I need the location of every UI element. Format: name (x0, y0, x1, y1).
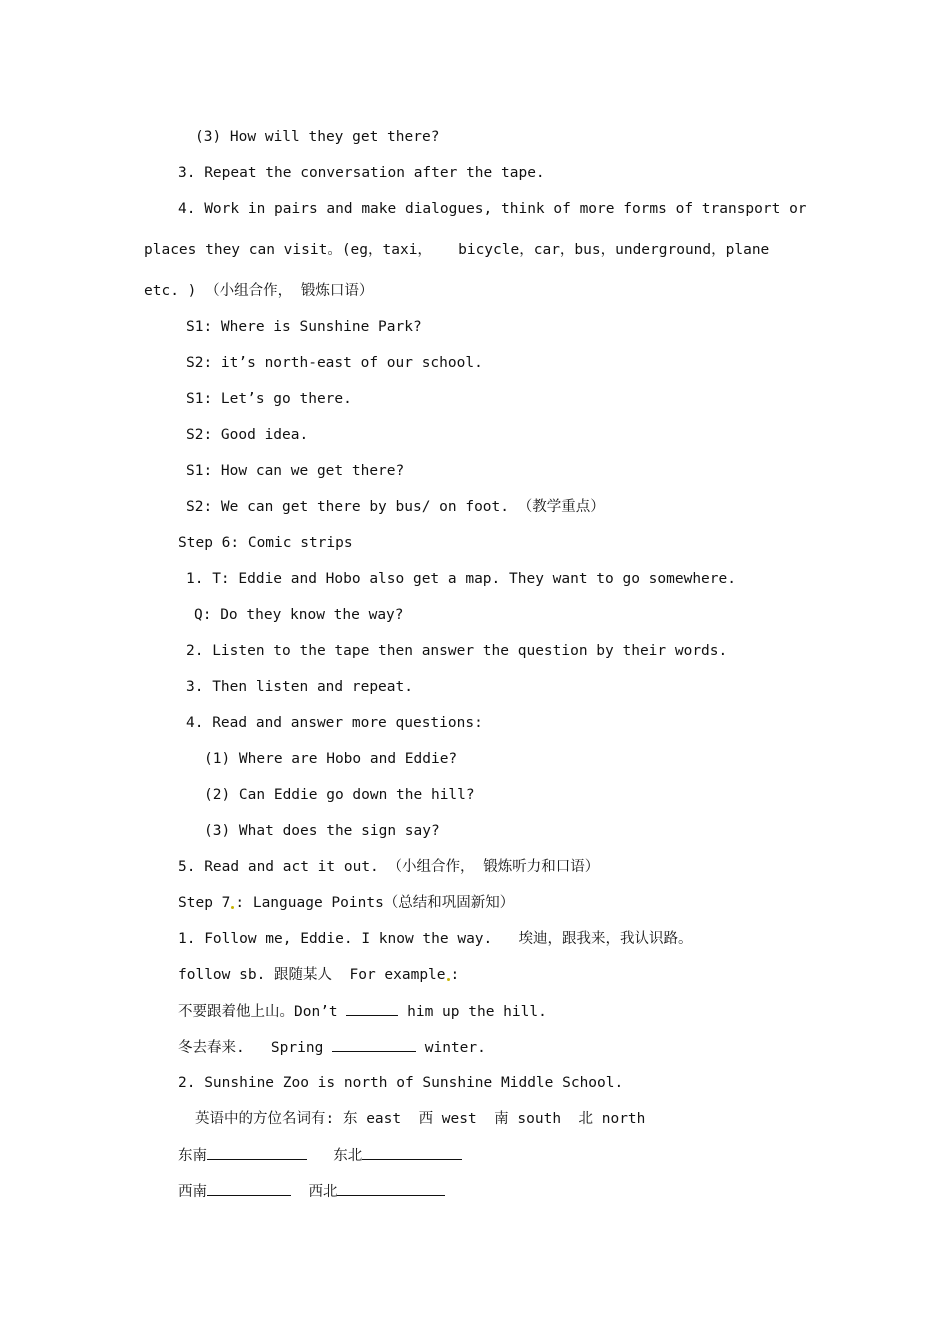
dialogue-line: S1: Where is Sunshine Park? (186, 319, 422, 335)
dialogue-line: S1: Let’s go there. (186, 391, 352, 407)
fill-in-blank[interactable] (207, 1145, 307, 1160)
item-3-repeat: 3. Repeat the conversation after the tape. (178, 165, 545, 181)
sub-question-2: (2) Can Eddie go down the hill? (204, 787, 475, 803)
question-3-how: (3) How will they get there? (195, 129, 440, 145)
item-4-work-in-pairs: 4. Work in pairs and make dialogues, think of more forms of transport or (178, 201, 807, 217)
item-4-continuation: places they can visit。(eg，taxi， bicycle，car，bus，underground，plane (144, 242, 770, 258)
sub-question-3: (3) What does the sign say? (204, 823, 440, 839)
language-point-1: 1. Follow me, Eddie. I know the way. 埃迪，跟我来，我认识路。 (178, 931, 693, 947)
step-6-question: Q: Do they know the way? (194, 607, 404, 623)
sub-question-1: (1) Where are Hobo and Eddie? (204, 751, 458, 767)
dialogue-line: S1: How can we get there? (186, 463, 405, 479)
step-7-heading: Step 7 : Language Points（总结和巩固新知） (178, 895, 515, 911)
step-6-item-3: 3. Then listen and repeat. (186, 679, 413, 695)
direction-blanks-row-2: 西南 西北 (178, 1181, 445, 1202)
exercise-sentence-2: 冬去春来. Spring winter. (178, 1037, 486, 1058)
step-6-item-5: 5. Read and act it out. （小组合作， 锻炼听力和口语） (178, 859, 600, 875)
fill-in-blank[interactable] (332, 1037, 416, 1052)
item-4-note: etc. ) （小组合作， 锻炼口语） (144, 283, 374, 299)
yellow-dot-mark (447, 978, 450, 981)
fill-in-blank[interactable] (346, 1001, 398, 1016)
fill-in-blank[interactable] (362, 1145, 462, 1160)
dialogue-line: S2: Good idea. (186, 427, 309, 443)
step-6-heading: Step 6: Comic strips (178, 535, 353, 551)
exercise-sentence-1: 不要跟着他上山。Don’t him up the hill. (178, 1001, 547, 1022)
language-point-2: 2. Sunshine Zoo is north of Sunshine Middle School. (178, 1075, 624, 1091)
yellow-dot-mark (231, 906, 234, 909)
dialogue-line: S2: We can get there by bus/ on foot. （教学重点） (186, 499, 605, 515)
dialogue-line: S2: it’s north-east of our school. (186, 355, 483, 371)
fill-in-blank[interactable] (337, 1181, 445, 1196)
direction-blanks-row-1: 东南 东北 (178, 1145, 462, 1166)
follow-sb-example: follow sb. 跟随某人 For example : (178, 967, 460, 983)
step-6-item-2: 2. Listen to the tape then answer the question by their words. (186, 643, 728, 659)
direction-nouns: 英语中的方位名词有: 东 east 西 west 南 south 北 north (195, 1111, 646, 1127)
step-6-item-1: 1. T: Eddie and Hobo also get a map. They want to go somewhere. (186, 571, 736, 587)
step-6-item-4: 4. Read and answer more questions: (186, 715, 483, 731)
fill-in-blank[interactable] (207, 1181, 291, 1196)
